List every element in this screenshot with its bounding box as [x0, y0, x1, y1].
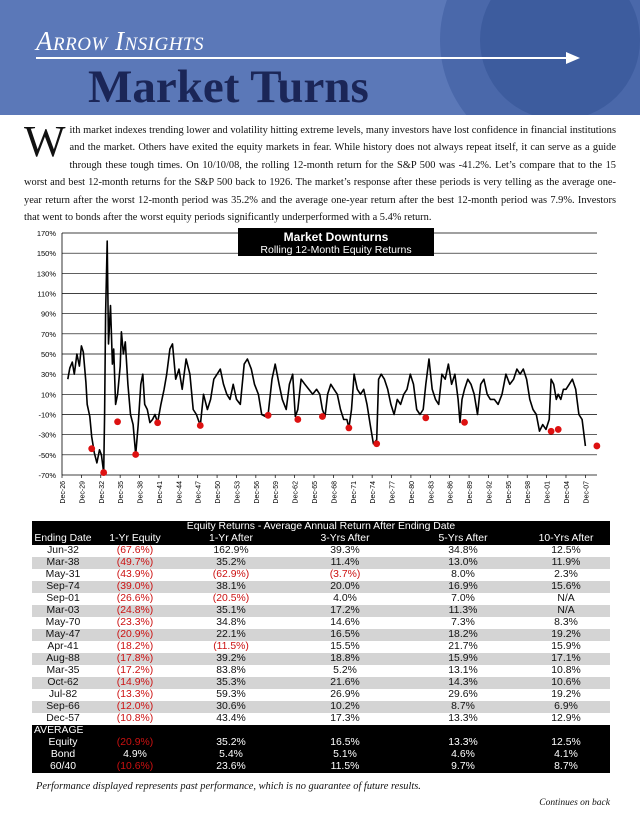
x-tick-label: Dec-47: [195, 481, 203, 504]
table-cell: May-70: [45, 617, 81, 628]
table-row: [32, 617, 610, 629]
table-row: [32, 713, 610, 725]
column-header: 5-Yrs After: [438, 533, 488, 544]
downturn-marker: [373, 440, 380, 447]
downturn-markers: [88, 412, 600, 476]
downturn-marker: [132, 451, 139, 458]
average-cell: 5.1%: [333, 749, 357, 760]
downturn-marker: [88, 445, 95, 452]
x-tick-label: Dec-41: [156, 481, 164, 504]
table-cell: (18.2%): [116, 641, 154, 652]
x-tick-label: Dec-68: [331, 481, 339, 504]
table-cell: 11.4%: [330, 557, 360, 568]
table-row: [32, 677, 610, 689]
average-cell: Bond: [50, 749, 76, 760]
table-cell: 16.5%: [330, 629, 360, 640]
series-line: [68, 241, 586, 473]
average-cell: (10.6%): [116, 761, 154, 772]
table-cell: 13.3%: [448, 713, 478, 724]
table-cell: 13.1%: [448, 665, 478, 676]
downturn-marker: [593, 443, 600, 450]
downturn-marker: [100, 469, 107, 476]
x-tick-label: Dec-50: [215, 481, 223, 504]
table-cell: (13.3%): [116, 689, 154, 700]
x-axis-ticks: [60, 475, 590, 504]
x-tick-label: Dec-80: [408, 481, 416, 504]
table-cell: Apr-41: [47, 641, 79, 652]
table-cell: (10.8%): [116, 713, 154, 724]
table-cell: 35.3%: [216, 677, 246, 688]
table-row: [32, 641, 610, 653]
table-cell: 10.8%: [551, 665, 581, 676]
brand-name: Arrow Insights: [36, 26, 205, 56]
table-row: [32, 593, 610, 605]
table-cell: 35.1%: [216, 605, 246, 616]
continues-on-back: Continues on back: [539, 798, 610, 808]
table-cell: Sep-66: [46, 701, 80, 712]
table-row: [32, 689, 610, 701]
x-tick-label: Dec-71: [350, 481, 358, 504]
downturn-marker: [422, 414, 429, 421]
y-tick-label: 70%: [40, 329, 56, 339]
table-cell: Jul-82: [48, 689, 78, 700]
table-cell: 16.9%: [448, 581, 478, 592]
table-title-row: [32, 521, 610, 533]
table-cell: 10.6%: [551, 677, 581, 688]
table-cell: 162.9%: [213, 545, 249, 556]
table-cell: 22.1%: [216, 629, 246, 640]
table-cell: 6.9%: [554, 701, 578, 712]
y-tick-label: 10%: [40, 390, 56, 400]
x-tick-label: Dec-65: [311, 481, 319, 504]
table-row: [32, 701, 610, 713]
downturn-marker: [555, 426, 562, 433]
downturn-marker: [319, 413, 326, 420]
table-cell: 30.6%: [216, 701, 246, 712]
x-tick-label: Dec-01: [544, 481, 552, 504]
returns-chart: [0, 222, 640, 520]
downturn-marker: [461, 419, 468, 426]
table-cell: (20.9%): [116, 629, 154, 640]
table-cell: 18.8%: [330, 653, 360, 664]
table-row: [32, 545, 610, 557]
average-cell: 4.1%: [554, 749, 578, 760]
column-header: 1-Yr Equity: [109, 533, 161, 544]
y-tick-label: 110%: [37, 289, 56, 299]
x-tick-label: Dec-56: [253, 481, 261, 504]
table-cell: Mar-03: [46, 605, 80, 616]
table-cell: 11.9%: [551, 557, 581, 568]
table-row: [32, 557, 610, 569]
downturn-marker: [114, 418, 121, 425]
table-cell: 8.7%: [451, 701, 475, 712]
chart-grid: [62, 233, 597, 475]
table-cell: 39.2%: [216, 653, 246, 664]
table-cell: (11.5%): [213, 641, 249, 652]
table-cell: 35.2%: [216, 557, 246, 568]
table-cell: 10.2%: [330, 701, 360, 712]
average-row: [32, 737, 610, 749]
x-tick-label: Dec-32: [98, 481, 106, 504]
disclaimer: Performance displayed represents past performance, which is no guarantee of future results.: [36, 781, 421, 792]
average-cell: 11.5%: [330, 761, 360, 772]
table-row: [32, 665, 610, 677]
column-header: 1-Yr After: [209, 533, 253, 544]
table-cell: Sep-74: [46, 581, 80, 592]
downturn-marker: [154, 419, 161, 426]
table-cell: N/A: [557, 593, 575, 604]
column-header: 3-Yrs After: [320, 533, 370, 544]
average-label: AVERAGE: [34, 725, 84, 736]
downturn-marker: [345, 425, 352, 432]
table-cell: (23.3%): [116, 617, 154, 628]
table-cell: 17.1%: [551, 653, 581, 664]
table-cell: 12.5%: [551, 545, 581, 556]
y-tick-label: -50%: [38, 450, 56, 460]
table-row: [32, 569, 610, 581]
table-header-row: [32, 533, 610, 545]
average-row: [32, 761, 610, 773]
table-cell: (26.6%): [116, 593, 154, 604]
y-tick-label: 150%: [36, 249, 56, 259]
intro-text: ith market indexes trending lower and volatility hitting extreme levels, many investors have lost confidence in financial institutions and the market. Others have exited the equity markets in fear. While history does not always repeat itself, it can serve as a guide through these tough times. On 10/10/08, the rolling 12-month return for the S&P 500 was -41.2%. Let’s compare that to the 15 worst and best 12-month returns for the S&P 500 back to 1926. The market’s response after these periods is very telling as the average one-year return after the worst 12-month period was 35.2% and the average one-year return after the best 12-month period was 7.9%. Investors that went to bonds after the worst equity periods significantly underperformed with a 5.4% return.: [24, 125, 616, 224]
x-tick-label: Dec-86: [447, 481, 455, 504]
column-header: 10-Yrs After: [538, 533, 594, 544]
table-cell: (3.7%): [329, 569, 361, 580]
x-tick-label: Dec-89: [467, 481, 475, 504]
table-cell: 7.0%: [451, 593, 475, 604]
table-cell: 2.3%: [554, 569, 578, 580]
y-tick-label: 130%: [36, 269, 56, 279]
table-cell: 59.3%: [216, 689, 246, 700]
table-cell: Oct-62: [47, 677, 79, 688]
table-cell: 83.8%: [216, 665, 246, 676]
table-cell: (20.5%): [212, 593, 250, 604]
average-cell: 4.9%: [123, 749, 147, 760]
x-tick-label: Dec-95: [505, 481, 513, 504]
average-cell: (20.9%): [116, 737, 154, 748]
table-cell: 38.1%: [216, 581, 246, 592]
downturn-marker: [265, 412, 272, 419]
x-tick-label: Dec-26: [60, 481, 67, 504]
table-cell: 15.5%: [330, 641, 360, 652]
average-cell: 4.6%: [451, 749, 475, 760]
x-tick-label: Dec-53: [234, 481, 242, 504]
table-cell: 20.0%: [330, 581, 360, 592]
returns-table: [32, 521, 610, 773]
table-cell: 43.4%: [216, 713, 246, 724]
table-cell: Aug-88: [46, 653, 80, 664]
x-tick-label: Dec-92: [486, 481, 494, 504]
table-cell: 26.9%: [330, 689, 360, 700]
average-cell: 12.5%: [551, 737, 581, 748]
table-cell: (49.7%): [116, 557, 154, 568]
x-tick-label: Dec-74: [370, 481, 378, 504]
chart-subtitle: Rolling 12-Month Equity Returns: [260, 244, 412, 256]
average-cell: 13.3%: [448, 737, 478, 748]
table-cell: Dec-57: [46, 713, 80, 724]
table-cell: 14.3%: [448, 677, 478, 688]
x-tick-label: Dec-04: [563, 481, 571, 504]
table-cell: (67.6%): [116, 545, 154, 556]
table-cell: 21.7%: [448, 641, 478, 652]
table-cell: 4.0%: [333, 593, 357, 604]
average-cell: 60/40: [49, 761, 76, 772]
y-tick-label: -30%: [38, 430, 56, 440]
table-row: [32, 605, 610, 617]
y-tick-label: 30%: [40, 370, 56, 380]
table-cell: (12.0%): [116, 701, 154, 712]
y-tick-label: 170%: [36, 229, 56, 238]
table-cell: 14.6%: [330, 617, 360, 628]
table-cell: N/A: [557, 605, 575, 616]
average-cell: Equity: [48, 737, 78, 748]
table-cell: 29.6%: [448, 689, 478, 700]
table-cell: 15.6%: [551, 581, 581, 592]
column-header: Ending Date: [34, 533, 92, 544]
table-cell: (17.8%): [116, 653, 154, 664]
drop-cap: W: [24, 117, 66, 166]
table-cell: 7.3%: [451, 617, 475, 628]
table-cell: (17.2%): [116, 665, 154, 676]
x-tick-label: Dec-07: [583, 481, 591, 504]
average-cell: 5.4%: [219, 749, 243, 760]
downturn-marker: [548, 428, 555, 435]
x-tick-label: Dec-38: [137, 481, 145, 504]
header-banner: [0, 0, 640, 115]
table-row: [32, 629, 610, 641]
y-tick-label: -10%: [38, 410, 56, 420]
table-cell: Mar-35: [46, 665, 80, 676]
average-cell: 23.6%: [216, 761, 246, 772]
table-cell: 8.0%: [451, 569, 475, 580]
table-cell: May-47: [45, 629, 81, 640]
table-body: [32, 545, 610, 725]
table-cell: 8.3%: [554, 617, 578, 628]
x-tick-label: Dec-83: [428, 481, 436, 504]
downturn-marker: [197, 422, 204, 429]
table-cell: (24.8%): [116, 605, 154, 616]
x-tick-label: Dec-59: [273, 481, 281, 504]
average-row: [32, 749, 610, 761]
table-cell: 34.8%: [448, 545, 478, 556]
y-tick-label: 50%: [40, 350, 56, 359]
table-averages: [32, 725, 610, 773]
table-cell: 19.2%: [551, 629, 581, 640]
table-cell: Jun-32: [47, 545, 79, 556]
x-tick-label: Dec-62: [292, 481, 300, 504]
table-cell: 19.2%: [551, 689, 581, 700]
x-tick-label: Dec-35: [118, 481, 126, 504]
average-cell: 9.7%: [451, 761, 475, 772]
table-cell: May-31: [45, 569, 81, 580]
table-cell: 18.2%: [448, 629, 478, 640]
table-cell: (39.0%): [116, 581, 154, 592]
y-tick-label: -70%: [38, 471, 56, 480]
x-tick-label: Dec-44: [176, 481, 184, 504]
table-cell: 5.2%: [333, 665, 357, 676]
y-tick-label: 90%: [40, 309, 56, 319]
table-cell: 15.9%: [448, 653, 478, 664]
table-cell: 11.3%: [448, 605, 478, 616]
table-title: Equity Returns - Average Annual Return After Ending Date: [186, 521, 456, 532]
table-cell: 34.8%: [216, 617, 246, 628]
table-cell: Sep-01: [46, 593, 80, 604]
table-cell: (43.9%): [116, 569, 154, 580]
table-cell: Mar-38: [46, 557, 80, 568]
downturn-marker: [294, 416, 301, 423]
page-title: Market Turns: [88, 61, 369, 113]
y-axis-ticks: [37, 229, 57, 480]
average-cell: 16.5%: [330, 737, 360, 748]
table-cell: 13.0%: [448, 557, 478, 568]
table-cell: 17.2%: [330, 605, 360, 616]
average-cell: 35.2%: [216, 737, 246, 748]
table-cell: 15.9%: [551, 641, 581, 652]
table-row: [32, 653, 610, 665]
table-row: [32, 581, 610, 593]
x-tick-label: Dec-29: [79, 481, 87, 504]
chart-title: Market Downturns: [283, 230, 389, 244]
table-cell: (14.9%): [116, 677, 154, 688]
average-cell: 8.7%: [554, 761, 578, 772]
x-tick-label: Dec-77: [389, 481, 397, 504]
table-cell: (62.9%): [212, 569, 250, 580]
x-tick-label: Dec-98: [525, 481, 533, 504]
table-cell: 12.9%: [551, 713, 581, 724]
average-label-row: [32, 725, 610, 737]
table-cell: 21.6%: [330, 677, 360, 688]
intro-paragraph: [24, 117, 616, 226]
table-cell: 17.3%: [330, 713, 360, 724]
table-cell: 39.3%: [330, 545, 360, 556]
